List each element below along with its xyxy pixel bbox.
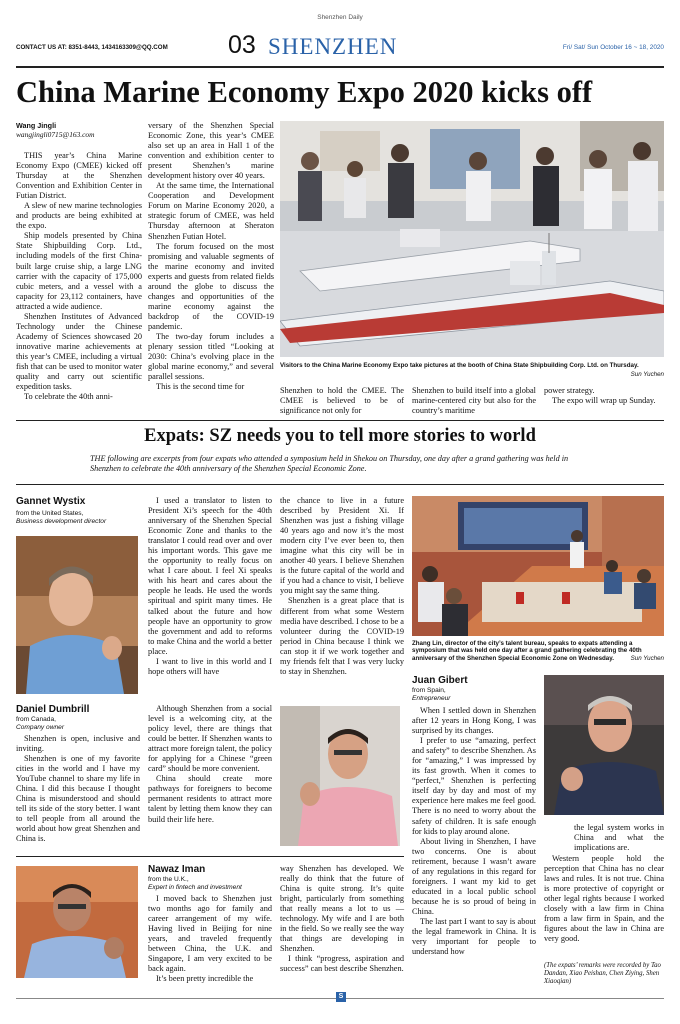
gannet-column-3 xyxy=(280,496,404,677)
section-title: SHENZHEN xyxy=(268,34,398,59)
header-rule xyxy=(16,66,664,68)
expat-paragraph: Western people hold the perception that China has no clear laws and rules. It is not true. China is more protective of copyright or other legal rights because I worked closely with a law firm in China from a law firm in Spain, and the figures about the law in China are very good. xyxy=(544,854,664,944)
paper-name: Shenzhen Daily xyxy=(317,14,363,21)
juan-portrait xyxy=(544,675,664,815)
juan-column-5 xyxy=(574,823,664,853)
symposium-credit: Sun Yuchen xyxy=(630,655,664,662)
byline-email: wangjingli0715@163.com xyxy=(16,130,95,139)
lead-paragraph: versary of the Shenzhen Special Economic Zone, this year’s CMEE also set up an area in Hall 1 of the convention and exhibition center to present Shenzhen’s marine development history over 40 years. xyxy=(148,121,274,181)
symposium-caption: Zhang Lin, director of the city’s talent bureau, speaks to expats attending a symposium that was held one day after a grand gathering celebrating the 40th anniversary of the Shenzhen Special Economic Zone on Wednesday. xyxy=(412,640,642,662)
expat-origin-daniel: from Canada, xyxy=(16,716,56,723)
expat-paragraph: When I settled down in Shenzhen after 12 years in Hong Kong, I was surprised by its changes. xyxy=(412,706,536,736)
expo-booth-photo xyxy=(280,121,664,357)
issue-dates: Fri/ Sat/ Sun October 16 ~ 18, 2020 xyxy=(562,44,664,51)
lead-photo-caption: Visitors to the China Marine Economy Expo take pictures at the booth of China State Shipbuilding Corp. Ltd. on Thursday. xyxy=(280,362,639,369)
lead-paragraph: Shenzhen to hold the CMEE. The CMEE is believed to be of significance not only for xyxy=(280,386,404,416)
expat-name-nawaz: Nawaz Iman xyxy=(148,864,206,875)
lead-paragraph: Shenzhen Institutes of Advanced Technology under the Chinese Academy of Sciences showcased 20 innovative marine achievements at this year’s CMEE, including a virtual fish that can be used to monitor water quality and carry out scientific expedition tasks. xyxy=(16,311,142,392)
expat-origin-juan: from Spain, xyxy=(412,687,446,694)
lead-paragraph: To celebrate the 40th anni- xyxy=(24,392,113,402)
lead-headline: China Marine Economy Expo 2020 kicks off xyxy=(16,75,593,109)
daniel-column-1 xyxy=(16,734,140,845)
expat-role-juan: Entrepreneur xyxy=(412,695,451,702)
gannet-portrait xyxy=(16,536,138,694)
expat-paragraph: I think “progress, aspiration and success” can best describe Shenzhen. xyxy=(280,954,404,974)
lead-paragraph: A slew of new marine technologies and products are being exhibited at the expo. xyxy=(16,201,142,231)
expat-name-gannet: Gannet Wystix xyxy=(16,496,86,507)
lead-paragraph: Ship models presented by China State Shipbuilding Corp. Ltd., including models of the first China-built large cruise ship, a large LNG carrier with the capacity of 175,000 cubic meters, and a vessel with a capacity for 23,112 containers, have attracted a wide audience. xyxy=(16,231,142,311)
juan-column-4 xyxy=(412,706,536,957)
expat-paragraph: Shenzhen is open, inclusive and inviting. xyxy=(16,734,140,754)
expat-paragraph: About living in Shenzhen, I have two concerns. One is about retirement, because I wasn’t aware of any regulations in this regard for foreigners. I want my kid to get educated in a local public school because he is so proud of being in China. xyxy=(412,836,536,916)
lead-paragraph: The expo will wrap up Sunday. xyxy=(552,396,656,406)
lead-column-5 xyxy=(544,386,664,406)
page-badge: S xyxy=(336,992,346,1002)
expat-paragraph: Although Shenzhen from a social level is a welcoming city, at the policy level, there are things that could be better. If Shenzhen wants to attract more foreign talent, the policy for applying for a Chinese “green card” should be more convenient. xyxy=(148,704,272,774)
daniel-portrait xyxy=(280,706,400,846)
expat-name-juan: Juan Gibert xyxy=(412,675,468,686)
symposium-photo xyxy=(412,496,664,636)
expat-paragraph: I prefer to use “amazing, perfect and safety” to describe Shenzhen. As for “amazing,” I was impressed by its fast growth. When it comes to “perfect,” Shenzhen is perfecting itself day by day and most of my experience here makes me feel good. There is no need to worry about the safety of children. It is safe enough for kids to play around alone. xyxy=(412,736,536,836)
expat-role-gannet: Business development director xyxy=(16,518,107,525)
lead-column-1 xyxy=(16,151,142,402)
expats-deck: THE following are excerpts from four expats who attended a symposium held in Shekou on Thursday, one day after a grand gathering was held in Shenzhen to celebrate the 40th anniversary of the Shenzhen Special Economic Zone. xyxy=(90,454,569,474)
expat-role-daniel: Company owner xyxy=(16,724,65,731)
deck-rule xyxy=(16,484,664,485)
lead-paragraph: The forum focused on the most promising and valuable segments of the marine economy and invited experts and guests from related fields around the globe to discuss the changes and opportunities of the marine economy against the backdrop of the COVID-19 pandemic. xyxy=(148,241,274,331)
lead-paragraph: This is the second time for xyxy=(156,382,245,392)
juan-column-5b xyxy=(544,854,664,944)
expat-origin-gannet: from the United States, xyxy=(16,510,84,517)
expat-paragraph: way Shenzhen has developed. We really do think that the future of China is quite strong. It’s quite bright, particularly from something that really means a lot to us — technology. My wife and I are both in the field. So we really see the way that things are developing in Shenzhen. xyxy=(280,864,404,954)
lead-paragraph: power strategy. xyxy=(544,386,595,395)
expats-headline: Expats: SZ needs you to tell more stories to world xyxy=(144,426,536,446)
daniel-column-2 xyxy=(148,704,272,825)
lead-paragraph: The two-day forum includes a plenary session titled “Looking at 2030: China’s evolving place in the global marine economy,” and several parallel sessions. xyxy=(148,331,274,382)
lead-photo-credit: Sun Yuchen xyxy=(630,371,664,378)
nawaz-column-2 xyxy=(148,894,272,984)
lead-paragraph: THIS year’s China Marine Economy Expo (CMEE) kicked off Thursday at the Shenzhen Convention and Exhibition Center in Futian District. xyxy=(16,151,142,201)
lead-paragraph: At the same time, the International Cooperation and Development Forum on Marine Economy 2020, a strategic forum of CMEE, was held Thursday afternoon at Sheraton Shenzhen Futian Hotel. xyxy=(148,181,274,241)
expat-name-daniel: Daniel Dumbrill xyxy=(16,704,90,715)
expat-paragraph: The last part I want to say is about the legal framework in China. It is very important for people to understand how xyxy=(412,916,536,957)
contact-line: CONTACT US AT: 8351-8443, 1434163309@QQ.COM xyxy=(16,44,168,51)
expat-paragraph: I want to live in this world and I hope others will have xyxy=(148,656,272,676)
expat-role-nawaz: Expert in fintech and investment xyxy=(148,884,242,891)
expat-paragraph: I moved back to Shenzhen just two months ago for family and career arrangement of my wife. Having lived in Beijing for nine years, and traveled frequently between China, the U.K. and Singapore, I am very excited to be back again. xyxy=(148,894,272,974)
expat-paragraph: Shenzhen is a great place that is different from what some Western media have described. I chose to be a volunteer during the COVID-19 period in China because I think we can stop it if we work together and my friends felt that I was very lucky to stay in Shenzhen. xyxy=(280,596,404,676)
lead-paragraph: Shenzhen to build itself into a global marine-centered city but also for the country’s maritime xyxy=(412,386,536,416)
recorded-note: (The expats’ remarks were recorded by Tao Dandan, Xiao Peishan, Chen Ziying, Shen Xiaoqian) xyxy=(544,962,661,986)
lead-column-4 xyxy=(412,386,536,416)
expat-paragraph: It’s been pretty incredible the xyxy=(156,974,254,984)
nawaz-portrait xyxy=(16,866,138,978)
expat-paragraph: the legal system works in China and what the implications are. xyxy=(574,823,664,853)
page-number: 03 xyxy=(228,31,256,59)
expat-paragraph: I used a translator to listen to President Xi’s speech for the 40th anniversary of the Shenzhen Special Economic Zone and thanks to the translator I could read over and over his important words. This gave me the opportunity to really focus on what I care about. I feel Xi speaks with his heart and cares about the people he leads. He used the words spiritual and spirit many times. He talked about the future and how people have an opportunity to grow the government and add to reforms to make China and the world a better place. xyxy=(148,496,272,656)
nawaz-rule xyxy=(16,856,404,857)
nawaz-column-3 xyxy=(280,864,404,975)
byline-name: Wang Jingli xyxy=(16,121,57,130)
expat-origin-nawaz: from the U.K., xyxy=(148,876,189,883)
gannet-column-2 xyxy=(148,496,272,677)
expat-paragraph: Shenzhen is one of my favorite cities in the world and I have my YouTube channel to share my life in China. I did this because I thought China is misunderstood and should tell its side of the story better. I want to tell people from all around the world about how great Shenzhen and China is. xyxy=(16,754,140,844)
expat-paragraph: the chance to live in a future described by President Xi. If Shenzhen was just a fishing village 40 years ago and now it’s the most modern city I’ve ever been to, then imagine what this city will be in another 40 years. I believe Shenzhen is the future capital of the world and if you had a chance to visit, I believe you might say the same thing. xyxy=(280,496,404,596)
lead-column-3 xyxy=(280,386,404,416)
lead-column-2 xyxy=(148,121,274,392)
section-rule xyxy=(16,420,664,421)
expat-paragraph: China should create more pathways for foreigners to become permanent residents to attract more talent by letting them know they can build their life here. xyxy=(148,774,272,824)
